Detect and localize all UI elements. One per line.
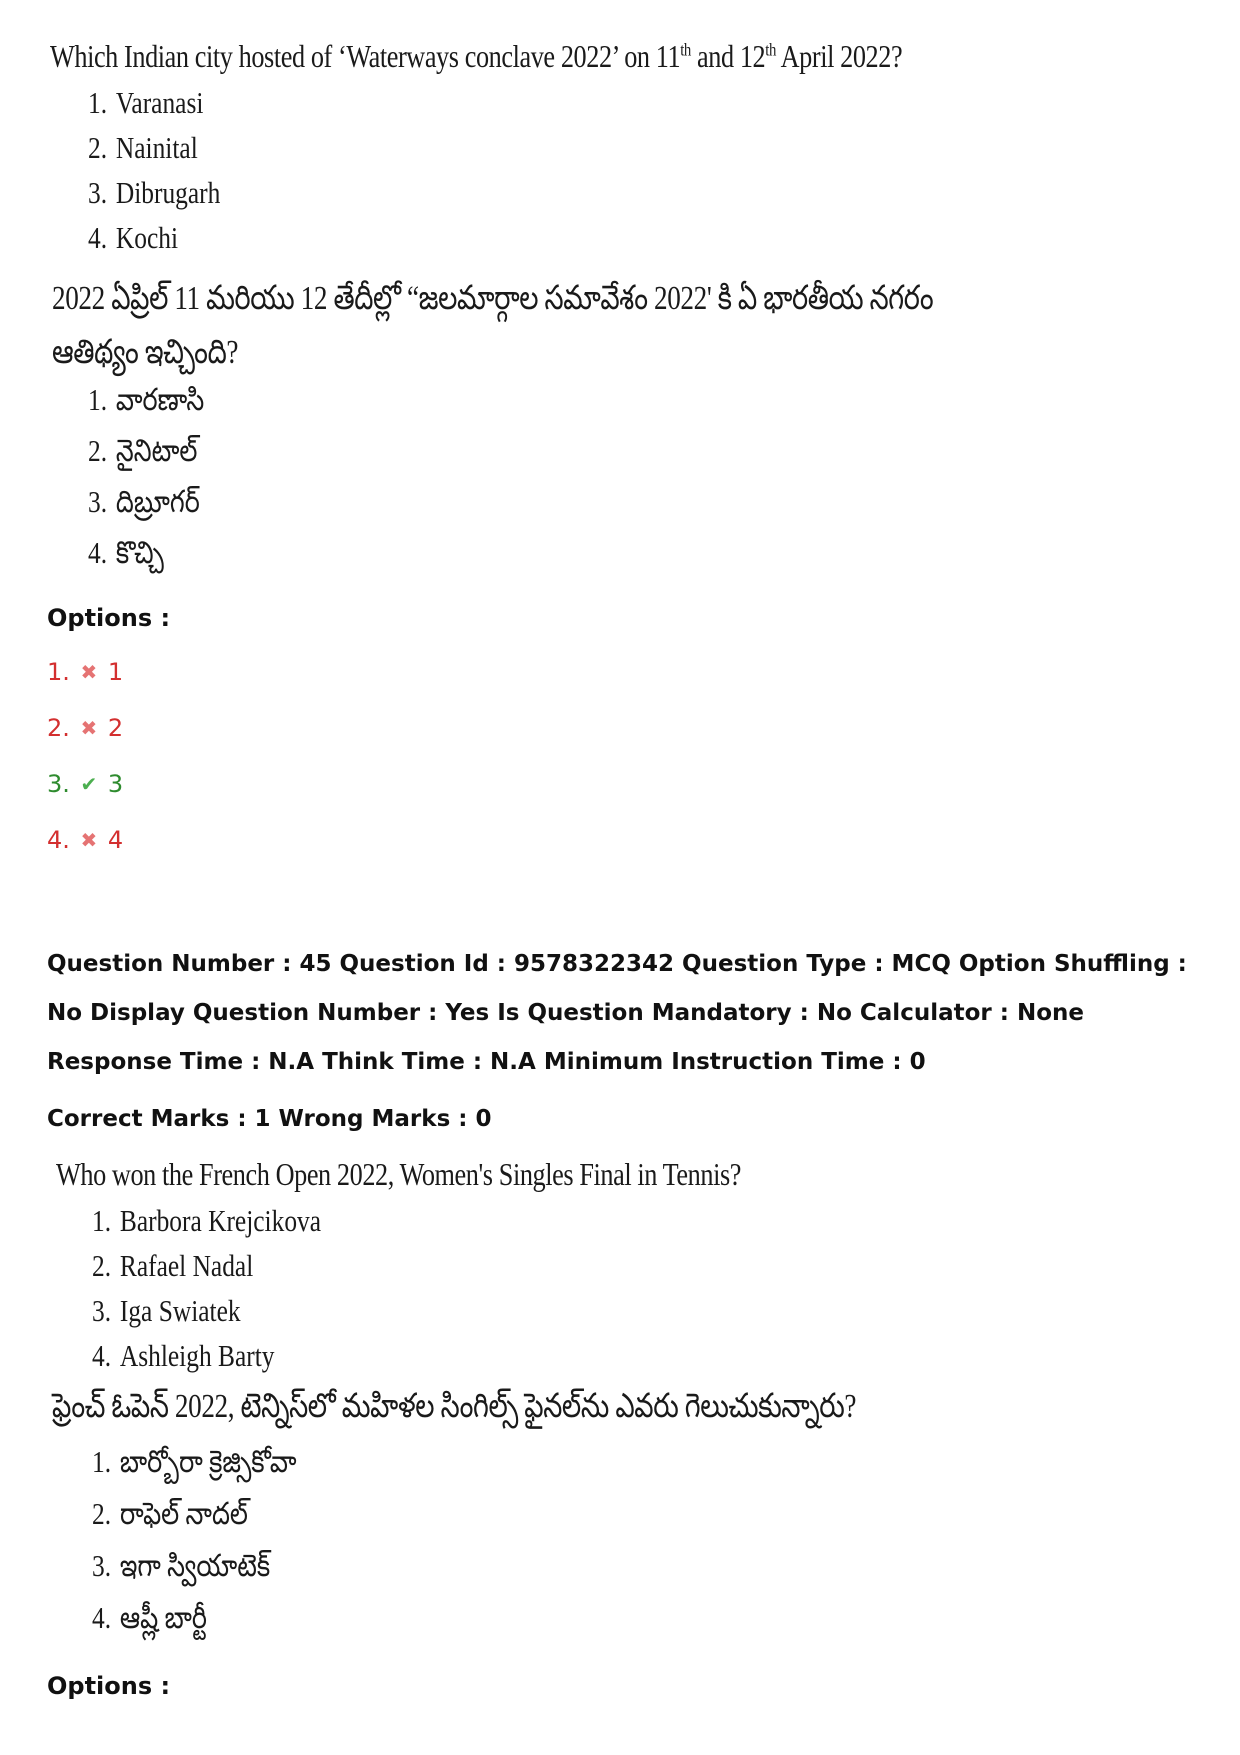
question-45-marks: Correct Marks : 1 Wrong Marks : 0 [47,1106,492,1132]
option-te-3: 3. ఇగా స్వియాటెక్ [92,1548,271,1583]
option-en-4: 4. Ashleigh Barty [92,1338,275,1373]
option-te-1: 1. వారణాసి [88,382,205,417]
answer-option-2: 2. ✖ 2 [47,714,124,742]
superscript-th: th [680,39,691,60]
cross-icon: ✖ [80,660,98,684]
option-en-3: 3. Dibrugarh [88,175,221,210]
answer-option-4: 4. ✖ 4 [47,826,124,854]
option-te-1: 1. బార్బోరా క్రెజ్సికోవా [92,1444,297,1479]
question-44-text-en [50,38,902,75]
option-en-2: 2. Nainital [88,130,198,165]
question-45-options-te [92,1436,341,1644]
question-44-options-en [88,80,249,260]
question-45-options-en [92,1198,371,1378]
question-44-options-te [88,374,230,578]
question-45-text-te-block [52,1380,1057,1434]
question-45-metadata: Question Number : 45 Question Id : 9578322342 Question Type : MCQ Option Shuffling : No Display Question Number : Yes Is Question Mandatory : No Calculator : None Response Time : N.A Think Time : N.A Minimum Instruction Time : 0 [47,951,1187,1075]
option-te-4: 4. కొచ్చి [88,535,164,570]
question-45-text-en: Who won the French Open 2022, Women's Singles Final in Tennis? [56,1156,741,1192]
option-en-1: 1. Varanasi [88,85,204,120]
option-en-3: 3. Iga Swiatek [92,1293,241,1328]
option-te-2: 2. నైనిటాల్ [88,433,198,468]
check-icon: ✔ [80,772,98,796]
cross-icon: ✖ [80,716,98,740]
question-44-text-te-line2: ఆతిథ్యం ఇచ్చింది? [52,334,239,371]
question-45-text-en-block [56,1156,891,1193]
question-44-text-en-part3: April 2022? [775,38,903,74]
option-te-4: 4. ఆష్లీ బార్టీ [92,1600,207,1635]
question-44-text-te-line1: 2022 ఏప్రిల్ 11 మరియు 12 తేదీల్లో “జలమార్గాల సమావేశం 2022' కి ఏ భారతీయ నగరం [52,280,934,317]
answer-option-3: 3. ✔ 3 [47,770,124,798]
question-44-text-en-part2: and 12 [690,38,766,74]
option-te-2: 2. రాఫెల్ నాదల్ [92,1496,248,1531]
options-label: Options : [47,1672,171,1700]
answer-option-1: 1. ✖ 1 [47,658,124,686]
cross-icon: ✖ [80,828,98,852]
options-label: Options : [47,604,171,632]
option-en-4: 4. Kochi [88,220,179,255]
question-45-text-te: ఫ్రెంచ్ ఓపెన్ 2022, టెన్నిస్‌లో మహిళల సింగిల్స్ ఫైనల్‌ను ఎవరు గెలుచుకున్నారు? [52,1388,857,1425]
question-44-block [50,38,1089,75]
option-te-3: 3. దిబ్రూగర్ [88,484,200,519]
option-en-2: 2. Rafael Nadal [92,1248,254,1283]
superscript-th: th [765,39,776,60]
option-en-1: 1. Barbora Krejcikova [92,1203,322,1238]
question-44-text-en-part1: Which Indian city hosted of ‘Waterways conclave 2022’ on 11 [50,38,681,74]
question-44-text-te [52,272,1154,380]
